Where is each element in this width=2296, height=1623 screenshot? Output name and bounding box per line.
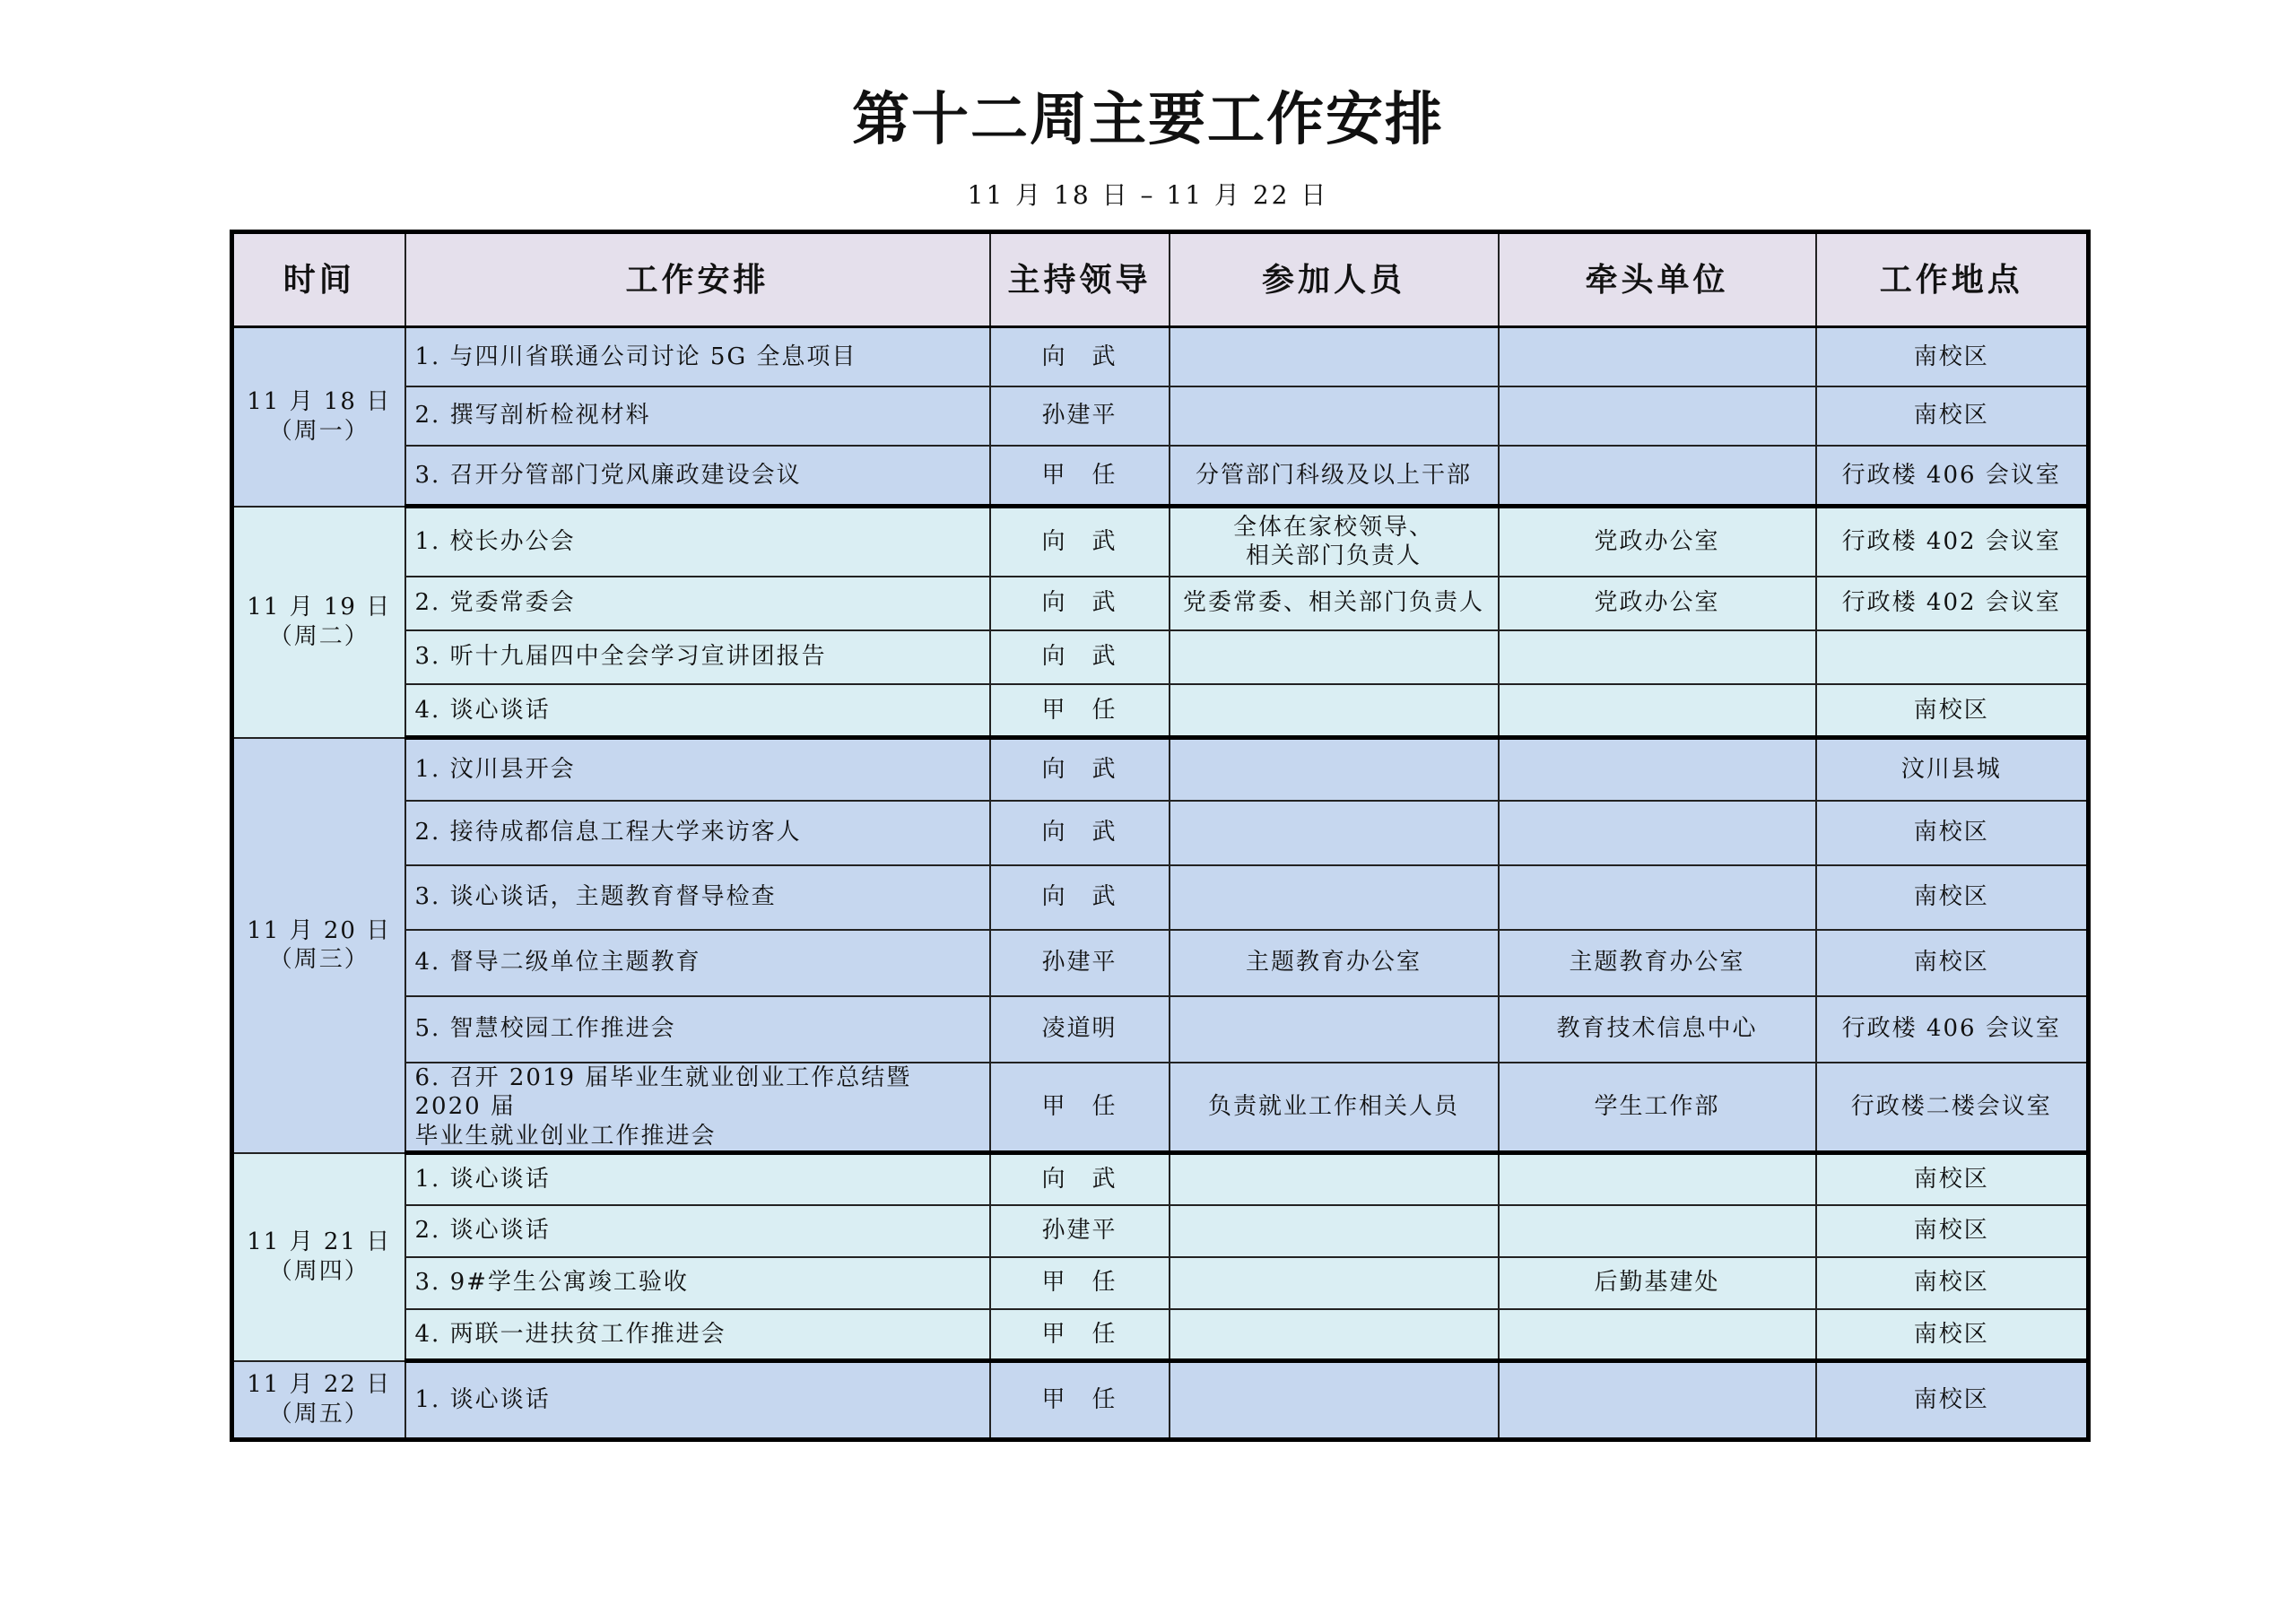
table-row <box>232 1205 2089 1257</box>
lead-unit-cell <box>1499 1361 1816 1440</box>
header-task: 工作安排 <box>405 232 990 327</box>
table-row <box>232 1257 2089 1309</box>
lead-unit-cell <box>1499 386 1816 446</box>
day-date: 11 月 21 日 <box>247 1228 392 1255</box>
task-cell: 2. 撰写剖析检视材料 <box>405 386 990 446</box>
location-cell: 行政楼 402 会议室 <box>1816 507 2089 577</box>
lead-unit-cell: 后勤基建处 <box>1499 1257 1816 1309</box>
leader-cell: 甲 任 <box>990 1361 1170 1440</box>
leader-cell: 甲 任 <box>990 446 1170 507</box>
location-cell: 南校区 <box>1816 327 2089 386</box>
lead-unit-cell <box>1499 738 1816 801</box>
task-cell: 1. 校长办公会 <box>405 507 990 577</box>
lead-unit-cell: 主题教育办公室 <box>1499 930 1816 996</box>
day-cell <box>232 1153 405 1361</box>
table-row <box>232 1309 2089 1361</box>
day-date: 11 月 18 日 <box>247 388 392 416</box>
leader-cell: 孙建平 <box>990 1205 1170 1257</box>
table-row <box>232 801 2089 865</box>
location-cell: 南校区 <box>1816 1205 2089 1257</box>
location-cell: 南校区 <box>1816 801 2089 865</box>
table-row <box>232 996 2089 1063</box>
location-cell: 行政楼 406 会议室 <box>1816 996 2089 1063</box>
task-cell: 3. 谈心谈话，主题教育督导检查 <box>405 865 990 930</box>
table-row <box>232 1063 2089 1153</box>
lead-unit-cell <box>1499 801 1816 865</box>
table-row <box>232 1361 2089 1440</box>
day-cell <box>232 1361 405 1440</box>
day-weekday: （周三） <box>268 946 370 973</box>
leader-cell: 甲 任 <box>990 684 1170 738</box>
day-weekday: （周五） <box>268 1400 370 1428</box>
participants-cell <box>1170 801 1499 865</box>
location-cell <box>1816 630 2089 684</box>
table-row <box>232 446 2089 507</box>
participants-cell <box>1170 1257 1499 1309</box>
leader-cell: 向 武 <box>990 577 1170 630</box>
leader-cell: 向 武 <box>990 1153 1170 1205</box>
table-row <box>232 865 2089 930</box>
day-date: 11 月 20 日 <box>247 916 392 944</box>
table-header <box>232 232 2089 327</box>
participants-cell <box>1170 684 1499 738</box>
lead-unit-cell <box>1499 1205 1816 1257</box>
participants-cell: 党委常委、相关部门负责人 <box>1170 577 1499 630</box>
participants-cell <box>1170 386 1499 446</box>
lead-unit-cell <box>1499 865 1816 930</box>
task-cell: 4. 两联一进扶贫工作推进会 <box>405 1309 990 1361</box>
lead-unit-cell <box>1499 327 1816 386</box>
table-row <box>232 684 2089 738</box>
task-cell: 1. 谈心谈话 <box>405 1361 990 1440</box>
table-row <box>232 386 2089 446</box>
task-cell: 4. 谈心谈话 <box>405 684 990 738</box>
lead-unit-cell <box>1499 684 1816 738</box>
page-title: 第十二周主要工作安排 <box>852 86 1444 153</box>
day-weekday: （周二） <box>268 622 370 650</box>
task-cell: 2. 党委常委会 <box>405 577 990 630</box>
participants-cell <box>1170 1309 1499 1361</box>
day-weekday: （周一） <box>268 417 370 445</box>
lead-unit-cell <box>1499 446 1816 507</box>
location-cell: 南校区 <box>1816 1361 2089 1440</box>
task-cell: 3. 9#学生公寓竣工验收 <box>405 1257 990 1309</box>
table-row <box>232 507 2089 577</box>
participants-cell <box>1170 1361 1499 1440</box>
day-date: 11 月 19 日 <box>247 594 392 621</box>
participants-cell: 主题教育办公室 <box>1170 930 1499 996</box>
task-cell: 2. 接待成都信息工程大学来访客人 <box>405 801 990 865</box>
table-row <box>232 577 2089 630</box>
schedule-table <box>230 230 2091 1442</box>
participants-cell <box>1170 996 1499 1063</box>
lead-unit-cell: 党政办公室 <box>1499 507 1816 577</box>
leader-cell: 甲 任 <box>990 1063 1170 1153</box>
task-cell: 3. 听十九届四中全会学习宣讲团报告 <box>405 630 990 684</box>
participants-cell <box>1170 738 1499 801</box>
header-row <box>232 232 2089 327</box>
leader-cell: 孙建平 <box>990 386 1170 446</box>
table-row <box>232 738 2089 801</box>
participants-cell <box>1170 865 1499 930</box>
location-cell: 行政楼二楼会议室 <box>1816 1063 2089 1153</box>
leader-cell: 向 武 <box>990 327 1170 386</box>
location-cell: 南校区 <box>1816 930 2089 996</box>
location-cell: 南校区 <box>1816 1257 2089 1309</box>
location-cell: 行政楼 406 会议室 <box>1816 446 2089 507</box>
lead-unit-cell <box>1499 630 1816 684</box>
participants-cell <box>1170 327 1499 386</box>
header-lead-unit: 牵头单位 <box>1499 232 1816 327</box>
lead-unit-cell <box>1499 1153 1816 1205</box>
participants-cell: 全体在家校领导、 相关部门负责人 <box>1170 507 1499 577</box>
lead-unit-cell: 学生工作部 <box>1499 1063 1816 1153</box>
location-cell: 南校区 <box>1816 865 2089 930</box>
leader-cell: 凌道明 <box>990 996 1170 1063</box>
task-cell: 1. 谈心谈话 <box>405 1153 990 1205</box>
lead-unit-cell: 教育技术信息中心 <box>1499 996 1816 1063</box>
table-body <box>232 327 2089 1440</box>
day-cell <box>232 507 405 738</box>
day-cell <box>232 327 405 507</box>
participants-cell <box>1170 1153 1499 1205</box>
task-cell: 1. 与四川省联通公司讨论 5G 全息项目 <box>405 327 990 386</box>
leader-cell: 甲 任 <box>990 1257 1170 1309</box>
date-range: 11 月 18 日 – 11 月 22 日 <box>967 180 1329 210</box>
leader-cell: 孙建平 <box>990 930 1170 996</box>
task-cell: 6. 召开 2019 届毕业生就业创业工作总结暨 2020 届 毕业生就业创业工作推进会 <box>405 1063 990 1153</box>
location-cell: 行政楼 402 会议室 <box>1816 577 2089 630</box>
location-cell: 南校区 <box>1816 684 2089 738</box>
participants-cell: 分管部门科级及以上干部 <box>1170 446 1499 507</box>
location-cell: 南校区 <box>1816 1309 2089 1361</box>
location-cell: 南校区 <box>1816 1153 2089 1205</box>
leader-cell: 向 武 <box>990 738 1170 801</box>
day-cell <box>232 738 405 1153</box>
leader-cell: 向 武 <box>990 630 1170 684</box>
task-cell: 4. 督导二级单位主题教育 <box>405 930 990 996</box>
task-cell: 5. 智慧校园工作推进会 <box>405 996 990 1063</box>
task-cell: 2. 谈心谈话 <box>405 1205 990 1257</box>
day-weekday: （周四） <box>268 1257 370 1285</box>
lead-unit-cell <box>1499 1309 1816 1361</box>
table-row <box>232 327 2089 386</box>
task-cell: 3. 召开分管部门党风廉政建设会议 <box>405 446 990 507</box>
header-participants: 参加人员 <box>1170 232 1499 327</box>
location-cell: 汶川县城 <box>1816 738 2089 801</box>
task-cell: 1. 汶川县开会 <box>405 738 990 801</box>
table-row <box>232 630 2089 684</box>
lead-unit-cell: 党政办公室 <box>1499 577 1816 630</box>
header-time: 时间 <box>232 232 405 327</box>
participants-cell: 负责就业工作相关人员 <box>1170 1063 1499 1153</box>
header-leader: 主持领导 <box>990 232 1170 327</box>
participants-cell <box>1170 630 1499 684</box>
location-cell: 南校区 <box>1816 386 2089 446</box>
leader-cell: 向 武 <box>990 801 1170 865</box>
leader-cell: 甲 任 <box>990 1309 1170 1361</box>
table-row <box>232 930 2089 996</box>
table-row <box>232 1153 2089 1205</box>
day-date: 11 月 22 日 <box>247 1371 392 1399</box>
participants-cell <box>1170 1205 1499 1257</box>
header-location: 工作地点 <box>1816 232 2089 327</box>
leader-cell: 向 武 <box>990 507 1170 577</box>
leader-cell: 向 武 <box>990 865 1170 930</box>
